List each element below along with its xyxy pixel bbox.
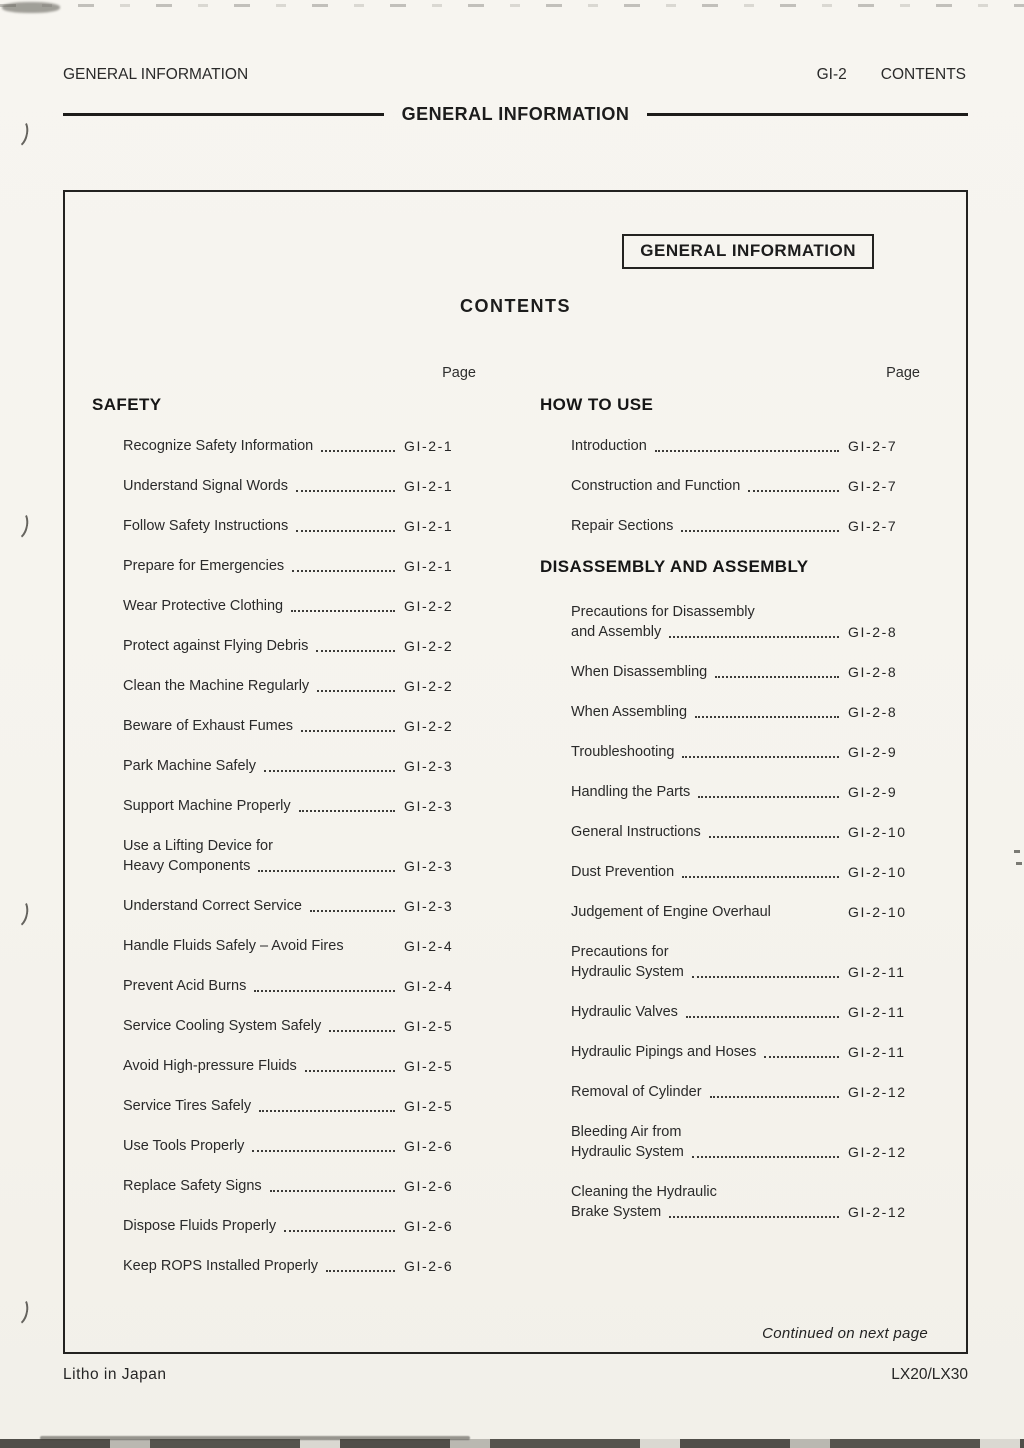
dot-leader <box>682 756 839 758</box>
toc-item-label: Construction and Function <box>571 478 741 494</box>
contents-heading: CONTENTS <box>460 296 571 316</box>
toc-item-label-line1: Precautions for Disassembly <box>571 604 755 620</box>
binding-mark <box>6 116 31 149</box>
toc-item-page: GI-2-8 <box>848 704 898 720</box>
dot-leader <box>296 490 395 492</box>
toc-item-page: GI-2-1 <box>404 518 454 534</box>
dot-leader <box>686 1016 839 1018</box>
toc-item-page: GI-2-2 <box>404 598 454 614</box>
toc-item-label: Dust Prevention <box>571 864 675 880</box>
toc-item-label: Protect against Flying Debris <box>123 638 309 654</box>
toc-item <box>123 976 484 996</box>
dot-leader <box>748 490 839 492</box>
toc-item <box>571 822 928 842</box>
toc-item-label: Judgement of Engine Overhaul <box>571 904 771 920</box>
toc-item <box>123 636 484 656</box>
toc-item-page: GI-2-2 <box>404 678 454 694</box>
toc-item-page: GI-2-11 <box>848 964 906 980</box>
dot-leader <box>258 870 395 872</box>
dot-leader <box>292 570 395 572</box>
title-rule-row <box>63 104 968 125</box>
toc-item-label: Hydraulic System <box>571 964 684 980</box>
footer-imprint: Litho in Japan <box>63 1366 167 1383</box>
toc-item-label: Beware of Exhaust Fumes <box>123 718 294 734</box>
binding-mark <box>6 508 31 541</box>
heading-how-to-use: HOW TO USE <box>540 395 654 414</box>
toc-item-label: and Assembly <box>571 624 662 640</box>
toc-item <box>571 516 928 536</box>
toc-item <box>123 1096 484 1116</box>
toc-item-page: GI-2-2 <box>404 718 454 734</box>
toc-item-page: GI-2-6 <box>404 1178 454 1194</box>
toc-item-label: Clean the Machine Regularly <box>123 678 310 694</box>
toc-item <box>123 1176 484 1196</box>
scan-artifact-top-edge <box>0 4 1024 7</box>
toc-item <box>571 902 928 922</box>
toc-item <box>571 702 928 722</box>
toc-item-label: Introduction <box>571 438 647 454</box>
toc-item-label: Repair Sections <box>571 518 674 534</box>
toc-item <box>123 796 484 816</box>
toc-item <box>571 1082 928 1102</box>
toc-column-right <box>540 363 928 1296</box>
dot-leader <box>669 636 839 638</box>
header-section-label: CONTENTS <box>880 66 966 83</box>
toc-item <box>123 756 484 776</box>
toc-item <box>571 1122 928 1162</box>
toc-item <box>123 676 484 696</box>
binding-mark <box>6 896 31 929</box>
toc-item <box>571 436 928 456</box>
toc-item <box>123 1016 484 1036</box>
dot-leader <box>709 836 839 838</box>
toc-item-page: GI-2-8 <box>848 664 898 680</box>
contents-box <box>63 190 968 1354</box>
toc-item-label-line1: Use a Lifting Device for <box>123 838 273 854</box>
toc-item-page: GI-2-12 <box>848 1204 907 1220</box>
disassembly-item-list <box>540 602 928 1222</box>
dot-leader <box>764 1056 839 1058</box>
dot-leader <box>296 530 395 532</box>
toc-item-page: GI-2-1 <box>404 558 454 574</box>
toc-item <box>571 1182 928 1222</box>
toc-item-page: GI-2-7 <box>848 478 898 494</box>
toc-item-label: Wear Protective Clothing <box>123 598 284 614</box>
toc-item-label: Heavy Components <box>123 858 251 874</box>
toc-item-page: GI-2-5 <box>404 1098 454 1114</box>
toc-item-label: When Disassembling <box>571 664 708 680</box>
toc-item <box>571 942 928 982</box>
dot-leader <box>254 990 395 992</box>
heading-safety: SAFETY <box>92 395 162 414</box>
toc-item-label: Understand Correct Service <box>123 898 302 914</box>
dot-leader <box>695 716 839 718</box>
page-title: GENERAL INFORMATION <box>401 104 630 124</box>
dot-leader <box>669 1216 839 1218</box>
toc-item-label: Brake System <box>571 1204 662 1220</box>
toc-item-label: Replace Safety Signs <box>123 1178 262 1194</box>
dot-leader <box>329 1030 395 1032</box>
dot-leader <box>291 610 395 612</box>
toc-item-page: GI-2-7 <box>848 438 898 454</box>
toc-item-label: Prevent Acid Burns <box>123 978 247 994</box>
toc-item <box>571 1002 928 1022</box>
header-right-group <box>817 66 966 84</box>
toc-item-label: Use Tools Properly <box>123 1138 245 1154</box>
continued-note: Continued on next page <box>762 1325 928 1342</box>
toc-item-page: GI-2-11 <box>848 1004 906 1020</box>
toc-item-page: GI-2-10 <box>848 904 907 920</box>
toc-item-label: Support Machine Properly <box>123 798 291 814</box>
toc-item-label-line1: Cleaning the Hydraulic <box>571 1184 717 1200</box>
page-column-label-right: Page <box>886 365 920 381</box>
toc-item-label: Understand Signal Words <box>123 478 288 494</box>
binding-mark <box>6 1294 31 1327</box>
toc-item-label: Follow Safety Instructions <box>123 518 289 534</box>
toc-item <box>571 476 928 496</box>
toc-item <box>123 1056 484 1076</box>
toc-item <box>123 1136 484 1156</box>
safety-item-list <box>92 436 484 1276</box>
toc-item-label: Service Tires Safely <box>123 1098 252 1114</box>
toc-item-page: GI-2-7 <box>848 518 898 534</box>
dot-leader <box>264 770 395 772</box>
scan-artifact-smudge <box>2 2 60 13</box>
footer-model-code: LX20/LX30 <box>891 1366 968 1383</box>
dot-leader <box>270 1190 395 1192</box>
toc-item-page: GI-2-6 <box>404 1218 454 1234</box>
heading-disassembly-assembly: DISASSEMBLY AND ASSEMBLY <box>540 557 809 576</box>
toc-item-page: GI-2-5 <box>404 1058 454 1074</box>
page-footer <box>63 1366 968 1384</box>
toc-item-page: GI-2-6 <box>404 1138 454 1154</box>
dot-leader <box>326 1270 395 1272</box>
toc-item-label: When Assembling <box>571 704 688 720</box>
toc-column-left <box>92 363 484 1296</box>
toc-item <box>571 1042 928 1062</box>
toc-item-label: Dispose Fluids Properly <box>123 1218 277 1234</box>
how-to-use-item-list <box>540 436 928 536</box>
dot-leader <box>692 1156 839 1158</box>
toc-item-page: GI-2-3 <box>404 758 454 774</box>
toc-item <box>571 862 928 882</box>
toc-item <box>571 782 928 802</box>
toc-item-page: GI-2-6 <box>404 1258 454 1274</box>
toc-item-label: Prepare for Emergencies <box>123 558 285 574</box>
toc-item-label: Hydraulic System <box>571 1144 684 1160</box>
toc-item-page: GI-2-4 <box>404 938 454 954</box>
dot-leader <box>655 450 839 452</box>
toc-item-label-line1: Precautions for <box>571 944 669 960</box>
toc-item <box>571 602 928 642</box>
toc-item-page: GI-2-3 <box>404 898 454 914</box>
toc-item-label: Handle Fluids Safely – Avoid Fires <box>123 938 344 954</box>
dot-leader <box>252 1150 395 1152</box>
dot-leader <box>321 450 395 452</box>
toc-item-page: GI-2-9 <box>848 744 898 760</box>
dot-leader <box>681 530 839 532</box>
page-column-label-left: Page <box>442 365 476 381</box>
dot-leader <box>301 730 395 732</box>
toc-item <box>571 662 928 682</box>
toc-item-label: Park Machine Safely <box>123 758 256 774</box>
scan-artifact-bottom-edge <box>0 1439 1024 1448</box>
dot-leader <box>682 876 839 878</box>
toc-item-page: GI-2-3 <box>404 858 454 874</box>
toc-item-label: Troubleshooting <box>571 744 675 760</box>
toc-item-label: Recognize Safety Information <box>123 438 314 454</box>
toc-item <box>123 716 484 736</box>
toc-item-page: GI-2-9 <box>848 784 898 800</box>
dot-leader <box>715 676 839 678</box>
toc-item-page: GI-2-2 <box>404 638 454 654</box>
toc-item-page: GI-2-11 <box>848 1044 906 1060</box>
running-header <box>63 66 966 84</box>
toc-item-page: GI-2-12 <box>848 1144 907 1160</box>
toc-item-page: GI-2-3 <box>404 798 454 814</box>
toc-item <box>123 1256 484 1276</box>
toc-item <box>123 516 484 536</box>
title-rule-left <box>63 113 384 116</box>
scan-artifact-edge-dash <box>1016 862 1022 865</box>
toc-item-page: GI-2-1 <box>404 478 454 494</box>
dot-leader <box>692 976 839 978</box>
dot-leader <box>284 1230 395 1232</box>
dot-leader <box>299 810 395 812</box>
dot-leader <box>305 1070 395 1072</box>
toc-item-label: Keep ROPS Installed Properly <box>123 1258 319 1274</box>
toc-item <box>123 896 484 916</box>
toc-item-label: Service Cooling System Safely <box>123 1018 322 1034</box>
toc-item-label: Avoid High-pressure Fluids <box>123 1058 297 1074</box>
toc-item-label: Hydraulic Valves <box>571 1004 678 1020</box>
dot-leader <box>316 650 395 652</box>
toc-item-page: GI-2-4 <box>404 978 454 994</box>
toc-item-label: Removal of Cylinder <box>571 1084 702 1100</box>
dot-leader <box>710 1096 839 1098</box>
toc-item-label-line1: Bleeding Air from <box>571 1124 682 1140</box>
toc-item <box>123 436 484 456</box>
toc-item <box>123 936 484 956</box>
toc-item-page: GI-2-10 <box>848 824 907 840</box>
toc-item-page: GI-2-5 <box>404 1018 454 1034</box>
toc-item-label: Hydraulic Pipings and Hoses <box>571 1044 757 1060</box>
toc-item <box>123 1216 484 1236</box>
dot-leader <box>317 690 395 692</box>
toc-item-page: GI-2-10 <box>848 864 907 880</box>
toc-item-page: GI-2-12 <box>848 1084 907 1100</box>
toc-columns <box>65 363 966 1296</box>
toc-item <box>123 556 484 576</box>
toc-item <box>571 742 928 762</box>
dot-leader <box>698 796 839 798</box>
scan-artifact-edge-dash <box>1014 850 1020 853</box>
scan-artifact-bottom-edge <box>40 1436 470 1440</box>
toc-item-page: GI-2-1 <box>404 438 454 454</box>
header-page-code: GI-2 <box>816 66 847 83</box>
title-rule-right <box>647 113 968 116</box>
header-left-text: GENERAL INFORMATION <box>63 66 249 83</box>
toc-item <box>123 596 484 616</box>
toc-item <box>123 836 484 876</box>
toc-item-label: General Instructions <box>571 824 701 840</box>
dot-leader <box>310 910 395 912</box>
toc-item-label: Handling the Parts <box>571 784 691 800</box>
toc-item <box>123 476 484 496</box>
dot-leader <box>259 1110 395 1112</box>
toc-item-page: GI-2-8 <box>848 624 898 640</box>
section-box-label: GENERAL INFORMATION <box>622 234 874 269</box>
